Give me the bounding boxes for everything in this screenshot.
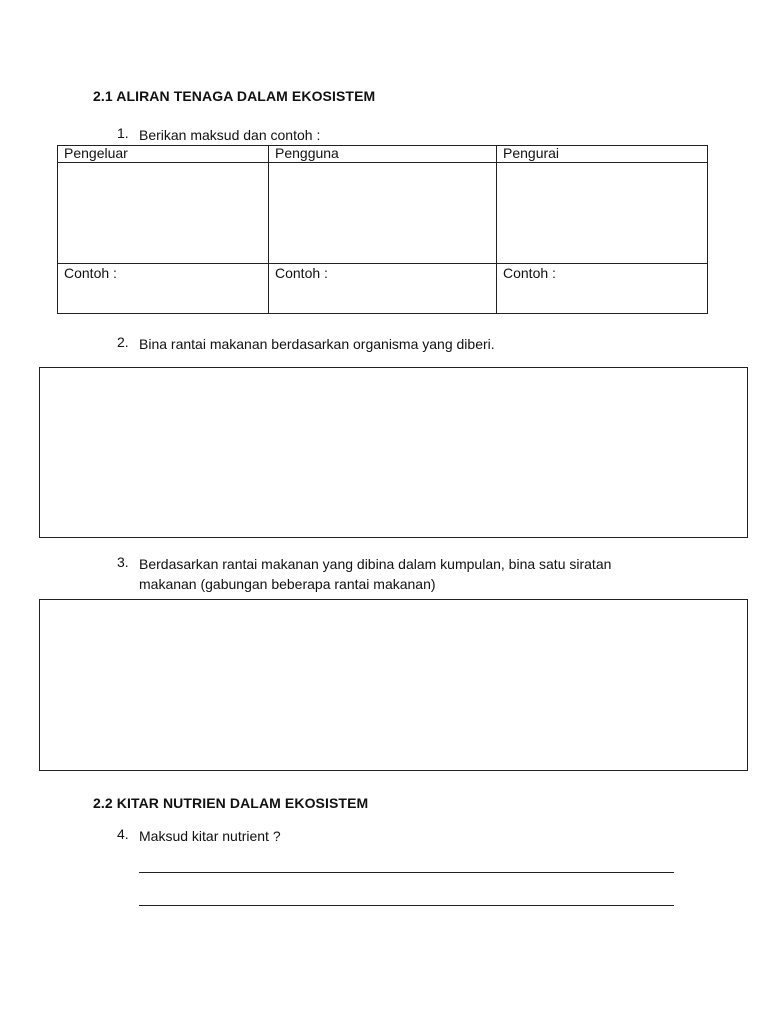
producer-consumer-decomposer-table	[57, 145, 708, 314]
question-1	[117, 125, 320, 145]
question-text-line-1: Berdasarkan rantai makanan yang dibina dalam kumpulan, bina satu siratan	[139, 556, 612, 572]
question-text: Berikan maksud dan contoh :	[139, 127, 321, 143]
example-row	[58, 264, 708, 314]
answer-line-2[interactable]	[139, 905, 674, 906]
section-heading-2-2: 2.2 KITAR NUTRIEN DALAM EKOSISTEM	[93, 795, 369, 811]
answer-cell-pengguna[interactable]	[269, 163, 497, 264]
question-number: 3.	[117, 554, 129, 570]
question-text: Bina rantai makanan berdasarkan organisma yang diberi.	[139, 336, 495, 352]
header-pengeluar: Pengeluar	[58, 146, 269, 163]
example-label: Contoh :	[64, 265, 117, 281]
example-cell-pengurai[interactable]	[497, 264, 708, 314]
question-4	[117, 826, 281, 846]
section-heading-2-1: 2.1 ALIRAN TENAGA DALAM EKOSISTEM	[93, 88, 376, 104]
food-chain-answer-box[interactable]	[39, 367, 748, 538]
header-pengurai: Pengurai	[497, 146, 708, 163]
question-text	[139, 554, 611, 594]
answer-cell-pengeluar[interactable]	[58, 163, 269, 264]
question-number: 1.	[117, 125, 129, 141]
example-cell-pengeluar[interactable]	[58, 264, 269, 314]
header-pengguna: Pengguna	[269, 146, 497, 163]
answer-line-1[interactable]	[139, 872, 674, 873]
question-3	[117, 554, 611, 594]
question-text-line-2: makanan (gabungan beberapa rantai makanan)	[139, 576, 436, 592]
answer-cell-pengurai[interactable]	[497, 163, 708, 264]
question-text: Maksud kitar nutrient ?	[139, 828, 281, 844]
table-header-row	[58, 146, 708, 163]
question-number: 2.	[117, 334, 129, 350]
example-cell-pengguna[interactable]	[269, 264, 497, 314]
food-web-answer-box[interactable]	[39, 599, 748, 771]
example-label: Contoh :	[275, 265, 328, 281]
question-2	[117, 334, 495, 354]
example-label: Contoh :	[503, 265, 556, 281]
definition-row	[58, 163, 708, 264]
question-number: 4.	[117, 826, 129, 842]
